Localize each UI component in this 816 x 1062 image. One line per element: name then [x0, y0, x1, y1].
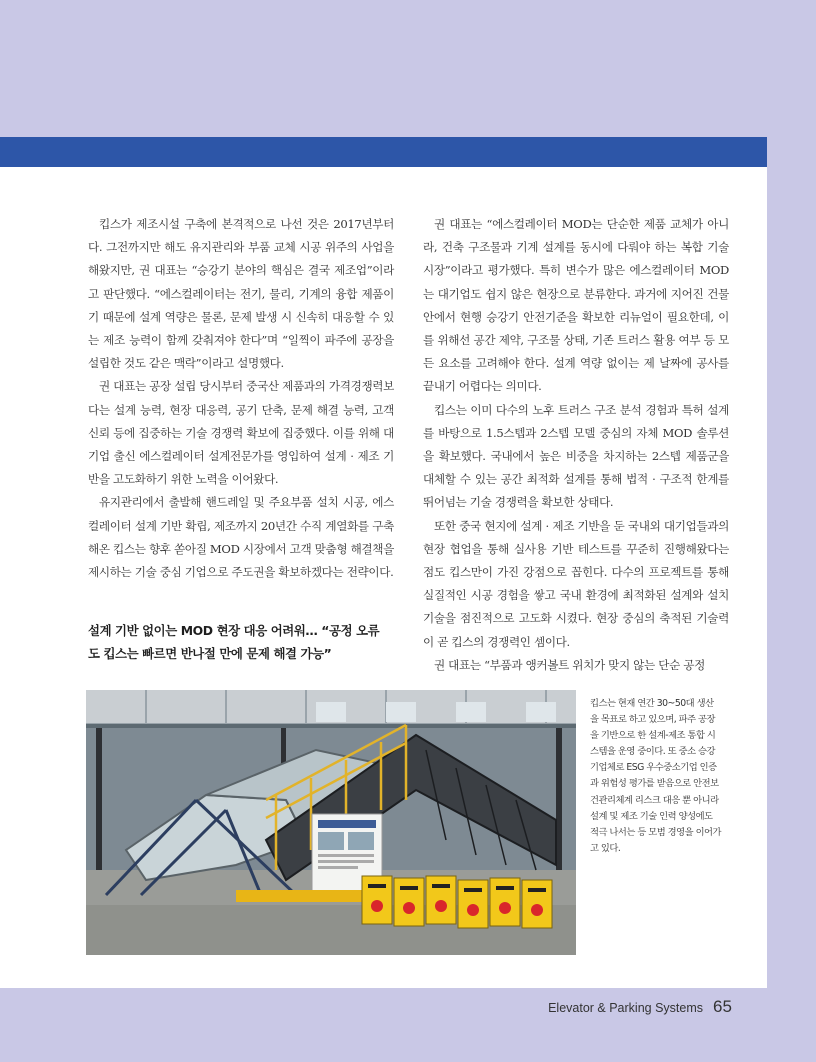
paragraph: 유지관리에서 출발해 핸드레일 및 주요부품 설치 시공, 에스컬레이터 설계 기반 확립, 제조까지 20년간 수직 계열화를 구축해온 킵스는 향후 쏟아질 MOD 시장에서 고객 맞춤형 해결책을 제시하는 기술 중심 기업으로 주도권을 확보하겠다는 전략이다.: [88, 495, 394, 580]
section-subheading: [88, 619, 394, 665]
paragraph: 킵스가 제조시설 구축에 본격적으로 나선 것은 2017년부터다. 그전까지만 해도 유지관리와 부품 교체 시공 위주의 사업을 해왔지만, 권 대표는 “승강기 분야의 핵심은 결국 제조업”이라고 판단했다. “에스컬레이터는 전기, 물리, 기계의 융합 제품이기 때문에 설계 역량은 물론, 문제 발생 시 신속히 대응할 수 있는 제조 능력이 함께 갖춰져야 한다”며 “일찍이 파주에 공장을 설립한 것도 같은 맥락”이라고 설명했다.: [88, 217, 394, 371]
paragraph: 또한 중국 현지에 설계 · 제조 기반을 둔 국내외 대기업들과의 현장 협업을 통해 실사용 기반 테스트를 꾸준히 진행해왔다는 점도 킵스만이 가진 강점으로 꼽힌다. 다수의 프로젝트를 통해 실질적인 시공 경험을 쌓고 국내 환경에 최적화된 설계와 설치 기술을 점진적으로 고도화 시켰다. 현장 중심의 축적된 기술력이 곧 킵스의 경쟁력인 셈이다.: [423, 518, 729, 649]
article-column-left: [88, 213, 394, 584]
paragraph: 권 대표는 공장 설립 당시부터 중국산 제품과의 가격경쟁력보다는 설계 능력, 현장 대응력, 공기 단축, 문제 해결 능력, 고객 신뢰 등에 집중하는 기술 경쟁력 확보에 집중했다. 이를 위해 대기업 출신 에스컬레이터 설계전문가를 영입하여 설계 · 제조 기반을 고도화하기 위한 노력을 이어왔다.: [88, 379, 394, 487]
factory-escalator-photo: [86, 690, 576, 955]
magazine-title: Elevator & Parking Systems: [548, 1001, 703, 1015]
section-header-bar: [0, 137, 767, 167]
paragraph: 권 대표는 “에스컬레이터 MOD는 단순한 제품 교체가 아니라, 건축 구조물과 기계 설계를 동시에 다뤄야 하는 복합 기술 시장”이라고 평가했다. 특히 변수가 많은 에스컬레이터 MOD는 대기업도 쉽지 않은 현장으로 분류한다. 과거에 지어진 건물 안에서 현행 승강기 안전기준을 확보한 리뉴얼이 필요한데, 이를 위해선 공간 제약, 구조물 상태, 기존 트러스 활용 여부 등 모든 요소를 고려해야 한다. 설계 역량 없이는 제 날짜에 공사를 끝내기 어렵다는 의미다.: [423, 217, 729, 394]
article-column-right: [423, 213, 729, 677]
paragraph: 권 대표는 “부품과 앵커볼트 위치가 맞지 않는 단순 공정: [434, 657, 705, 672]
page-number: 65: [713, 997, 732, 1016]
subheading-line: 설계 기반 없이는 MOD 현장 대응 어려워… “공정 오류: [88, 623, 380, 638]
subheading-line: 도 킵스는 빠르면 반나절 만에 문제 해결 가능”: [88, 646, 332, 661]
photo-caption: 킵스는 현재 연간 30~50대 생산을 목표로 하고 있으며, 파주 공장을 기반으로 한 설계-제조 통합 시스템을 운영 중이다. 또 중소 승강기업체로 ESG 우수중소기업 인증과 위험성 평가를 받음으로 안전보건관리체계 리스크 대응 뿐 아니라 설계 및 제조 기술 인력 양성에도 적극 나서는 등 모범 경영을 이어가고 있다.: [590, 698, 722, 854]
paragraph: 킵스는 이미 다수의 노후 트러스 구조 분석 경험과 특허 설계를 바탕으로 1.5스텝과 2스텝 모델 중심의 자체 MOD 솔루션을 확보했다. 국내에서 높은 비중을 차지하는 2스텝 제품군을 대체할 수 있는 공간 최적화 설계를 통해 법적 · 구조적 한계를 뛰어넘는 기술 경쟁력을 확보한 상태다.: [423, 402, 729, 510]
top-lavender-band: [0, 0, 816, 137]
